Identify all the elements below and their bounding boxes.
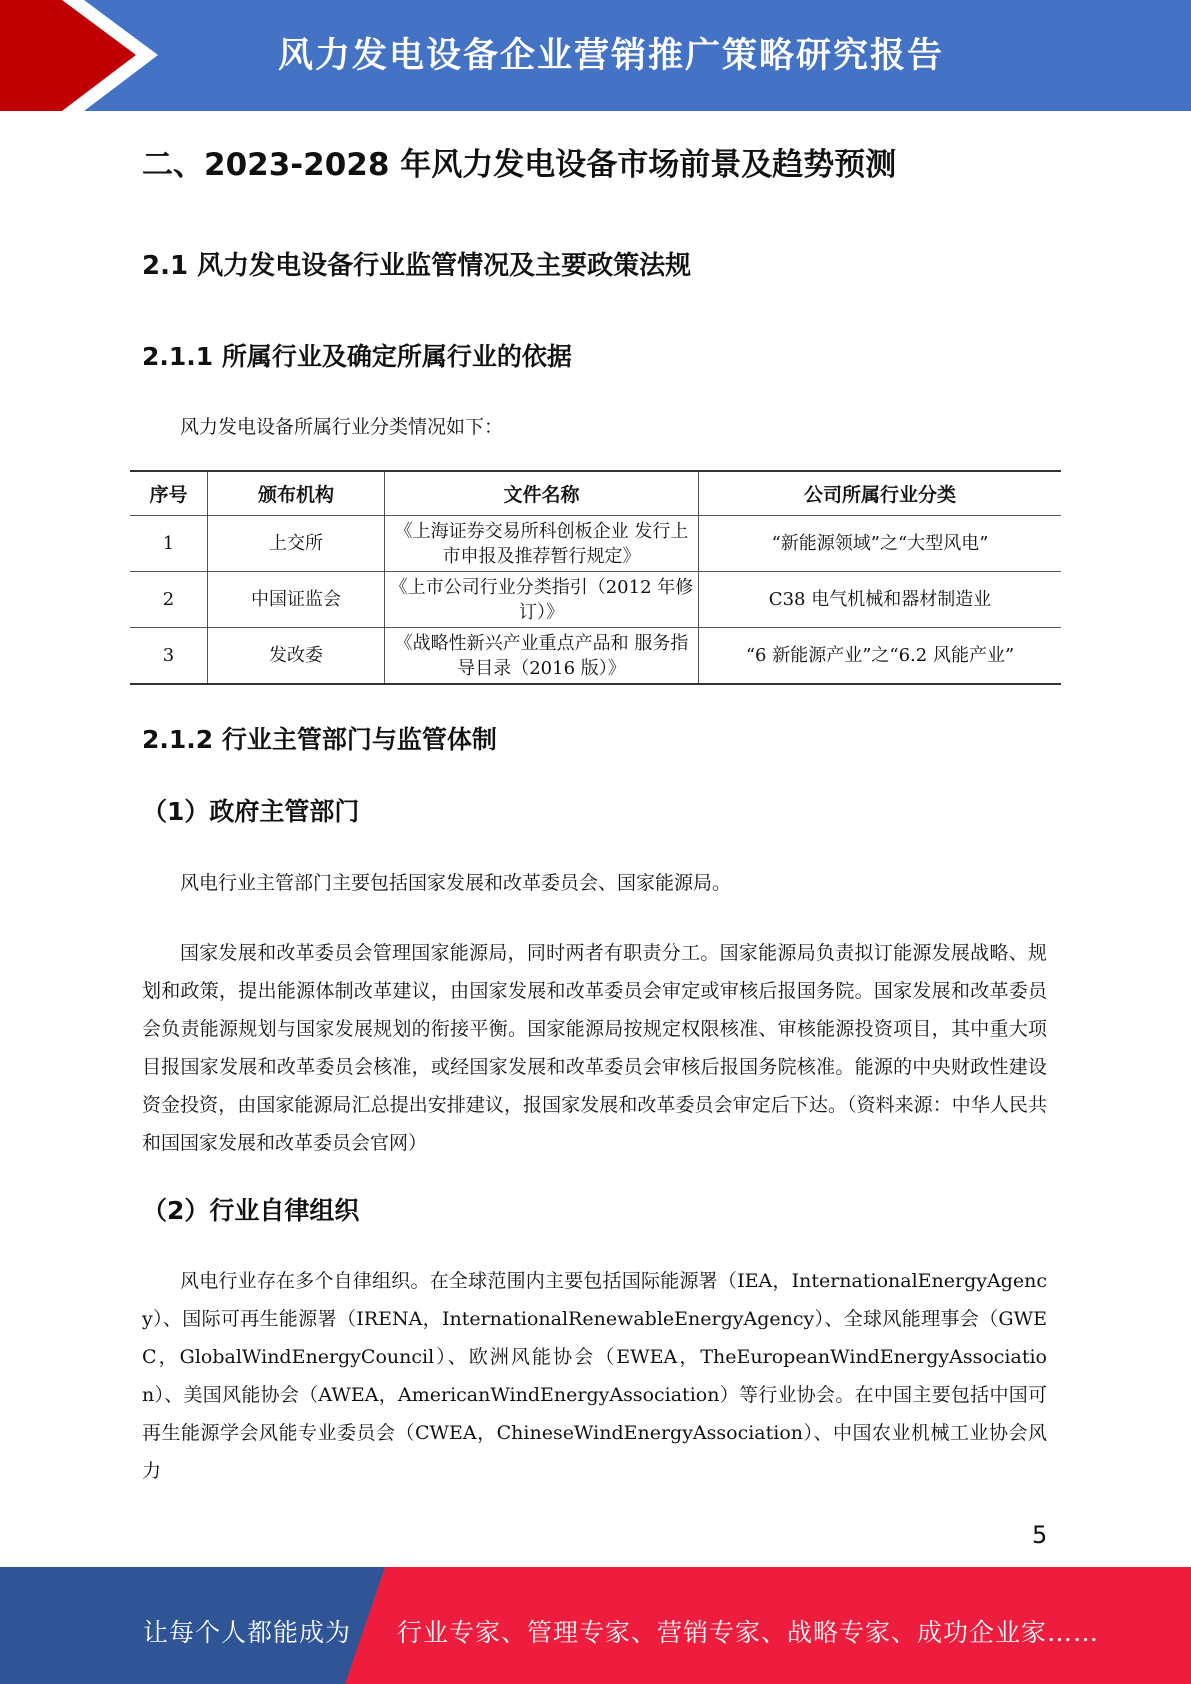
cell-classification: C38 电气机械和器材制造业: [699, 572, 1062, 628]
sub-heading-government: （1）政府主管部门: [142, 797, 360, 826]
cell-document: 《上海证券交易所科创板企业 发行上市申报及推荐暂行规定》: [385, 516, 699, 572]
cell-classification: “6 新能源产业”之“6.2 风能产业”: [699, 628, 1062, 685]
col-header-document: 文件名称: [385, 471, 699, 516]
footer-slogan-left: 让每个人都能成为: [143, 1618, 352, 1647]
col-header-index: 序号: [130, 471, 208, 516]
table-row: [130, 572, 1061, 628]
subsection-heading-1: 2.1.1 所属行业及确定所属行业的依据: [142, 342, 572, 371]
chapter-heading: 二、2023-2028 年风力发电设备市场前景及趋势预测: [142, 147, 897, 183]
cell-issuer: 发改委: [208, 628, 385, 685]
table-intro-text: 风力发电设备所属行业分类情况如下：: [180, 416, 504, 438]
page-footer: [0, 1567, 1191, 1684]
section-heading: 2.1 风力发电设备行业监管情况及主要政策法规: [142, 251, 692, 281]
col-header-issuer: 颁布机构: [208, 471, 385, 516]
footer-slogan-right: 行业专家、管理专家、营销专家、战略专家、成功企业家……: [397, 1618, 1100, 1647]
page-number: 5: [1032, 1521, 1048, 1549]
paragraph-1: 风电行业主管部门主要包括国家发展和改革委员会、国家能源局。: [180, 872, 732, 894]
header-arrow-graphic: [0, 0, 160, 111]
industry-classification-table: [130, 470, 1061, 685]
table-header-row: [130, 471, 1061, 516]
table-row: [130, 516, 1061, 572]
cell-classification: “新能源领域”之“大型风电”: [699, 516, 1062, 572]
subsection-heading-2: 2.1.2 行业主管部门与监管体制: [142, 725, 497, 754]
paragraph-2: 国家发展和改革委员会管理国家能源局，同时两者有职责分工。国家能源局负责拟订能源发展战略、规划和政策，提出能源体制改革建议，由国家发展和改革委员会审定或审核后报国务院。国家发展和改革委员会负责能源规划与国家发展规划的衔接平衡。国家能源局按规定权限核准、审核能源投资项目，其中重大项目报国家发展和改革委员会核准，或经国家发展和改革委员会审核后报国务院核准。能源的中央财政性建设资金投资，由国家能源局汇总提出安排建议，报国家发展和改革委员会审定后下达。（资料来源：中华人民共和国国家发展和改革委员会官网）: [142, 942, 1047, 1154]
cell-document: 《上市公司行业分类指引（2012 年修订）》: [385, 572, 699, 628]
sub-heading-self-regulatory: （2）行业自律组织: [142, 1196, 360, 1225]
cell-index: 1: [130, 516, 208, 572]
cell-index: 2: [130, 572, 208, 628]
cell-issuer: 中国证监会: [208, 572, 385, 628]
cell-document: 《战略性新兴产业重点产品和 服务指导目录（2016 版）》: [385, 628, 699, 685]
cell-index: 3: [130, 628, 208, 685]
report-title: 风力发电设备企业营销推广策略研究报告: [278, 36, 945, 76]
paragraph-3: 风电行业存在多个自律组织。在全球范围内主要包括国际能源署（IEA，InternationalEnergyAgency）、国际可再生能源署（IRENA，InternationalRenewableEnergyAgency）、全球风能理事会（GWEC，GlobalWindEnergyCouncil）、欧洲风能协会（EWEA，TheEuropeanWindEnergyAssociation）、美国风能协会（AWEA，AmericanWindEnergyAssociation）等行业协会。在中国主要包括中国可再生能源学会风能专业委员会（CWEA，ChineseWindEnergyAssociation）、中国农业机械工业协会风力: [142, 1270, 1047, 1482]
table-row: [130, 628, 1061, 685]
col-header-classification: 公司所属行业分类: [699, 471, 1062, 516]
cell-issuer: 上交所: [208, 516, 385, 572]
page-header: [0, 0, 1191, 111]
